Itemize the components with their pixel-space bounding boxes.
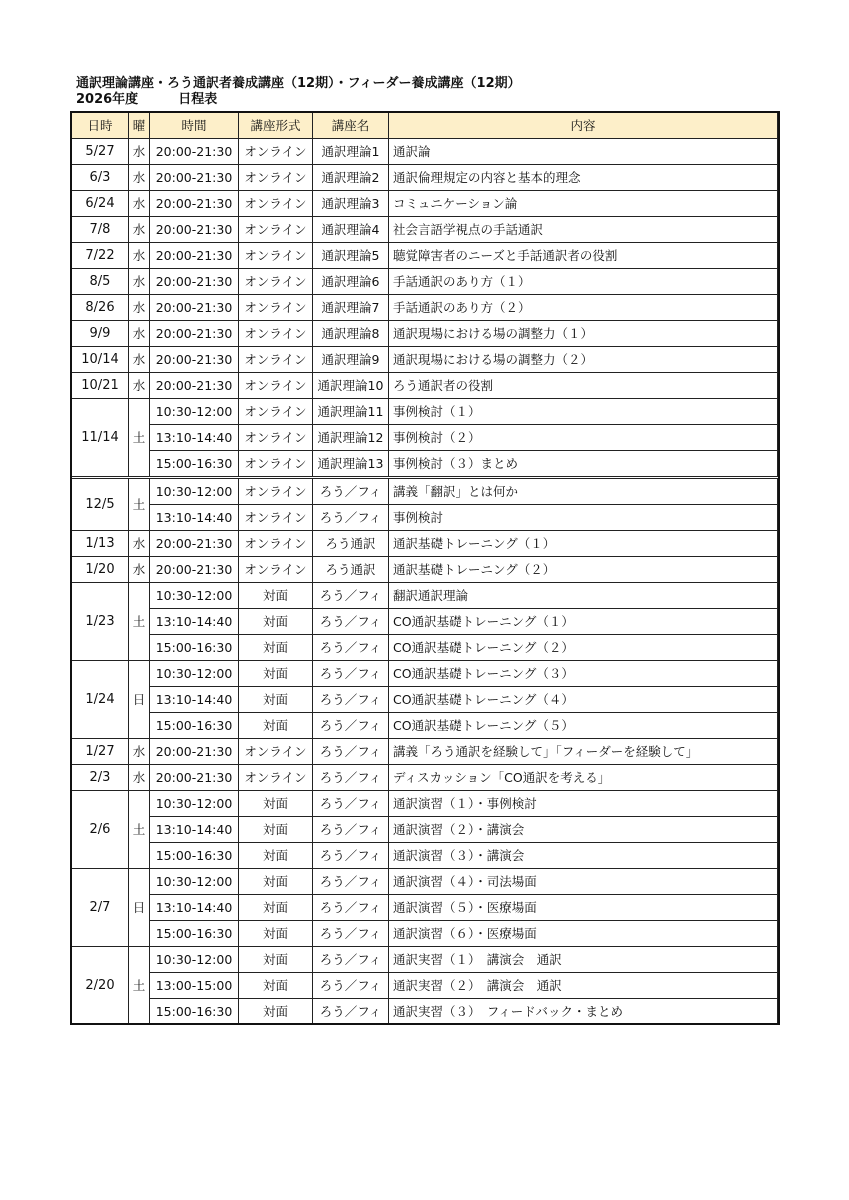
format-cell: オンライン xyxy=(239,739,313,765)
format-cell: オンライン xyxy=(239,295,313,321)
time-cell: 13:10-14:40 xyxy=(150,687,239,713)
weekday-cell: 土 xyxy=(129,947,150,1025)
table-row xyxy=(72,843,778,869)
date-cell: 8/26 xyxy=(72,295,129,321)
weekday-cell: 水 xyxy=(129,373,150,399)
weekday-cell: 水 xyxy=(129,765,150,791)
table-row xyxy=(72,739,778,765)
content-cell: CO通訳基礎トレーニング（２） xyxy=(389,635,778,661)
time-cell: 20:00-21:30 xyxy=(150,531,239,557)
content-cell: 通訳実習（２） 講演会 通訳 xyxy=(389,973,778,999)
content-cell: ろう通訳者の役割 xyxy=(389,373,778,399)
weekday-cell: 水 xyxy=(129,243,150,269)
course-cell: ろう／フィ xyxy=(313,583,389,609)
weekday-cell: 水 xyxy=(129,139,150,165)
content-cell: 講義「ろう通訳を経験して」「フィーダーを経験して」 xyxy=(389,739,778,765)
time-cell: 15:00-16:30 xyxy=(150,999,239,1025)
date-cell: 12/5 xyxy=(72,478,129,531)
time-cell: 20:00-21:30 xyxy=(150,295,239,321)
table-row xyxy=(72,269,778,295)
table-row xyxy=(72,243,778,269)
weekday-cell: 土 xyxy=(129,478,150,531)
course-cell: ろう／フィ xyxy=(313,791,389,817)
date-cell: 2/20 xyxy=(72,947,129,1025)
time-cell: 20:00-21:30 xyxy=(150,139,239,165)
table-row xyxy=(72,505,778,531)
time-cell: 10:30-12:00 xyxy=(150,791,239,817)
time-cell: 20:00-21:30 xyxy=(150,373,239,399)
course-cell: 通訳理論5 xyxy=(313,243,389,269)
course-cell: 通訳理論9 xyxy=(313,347,389,373)
content-cell: 通訳基礎トレーニング（１） xyxy=(389,531,778,557)
date-cell: 9/9 xyxy=(72,321,129,347)
time-cell: 20:00-21:30 xyxy=(150,217,239,243)
weekday-cell: 日 xyxy=(129,661,150,739)
format-cell: オンライン xyxy=(239,373,313,399)
document-title: 通訳理論講座・ろう通訳者養成講座（12期）・フィーダー養成講座（12期） xyxy=(76,76,521,91)
table-row xyxy=(72,713,778,739)
weekday-cell: 土 xyxy=(129,583,150,661)
date-cell: 6/24 xyxy=(72,191,129,217)
format-cell: オンライン xyxy=(239,451,313,478)
format-cell: 対面 xyxy=(239,999,313,1025)
weekday-cell: 水 xyxy=(129,557,150,583)
format-cell: オンライン xyxy=(239,765,313,791)
time-cell: 20:00-21:30 xyxy=(150,321,239,347)
date-cell: 2/3 xyxy=(72,765,129,791)
course-cell: 通訳理論2 xyxy=(313,165,389,191)
course-cell: 通訳理論7 xyxy=(313,295,389,321)
format-cell: オンライン xyxy=(239,139,313,165)
date-cell: 6/3 xyxy=(72,165,129,191)
table-row xyxy=(72,165,778,191)
course-cell: ろう／フィ xyxy=(313,609,389,635)
time-cell: 13:10-14:40 xyxy=(150,817,239,843)
format-cell: オンライン xyxy=(239,347,313,373)
weekday-cell: 水 xyxy=(129,321,150,347)
format-cell: 対面 xyxy=(239,843,313,869)
time-cell: 15:00-16:30 xyxy=(150,713,239,739)
table-row xyxy=(72,973,778,999)
format-cell: 対面 xyxy=(239,583,313,609)
format-cell: 対面 xyxy=(239,609,313,635)
format-cell: オンライン xyxy=(239,191,313,217)
content-cell: 通訳実習（３） フィードバック・まとめ xyxy=(389,999,778,1025)
time-cell: 10:30-12:00 xyxy=(150,869,239,895)
course-cell: ろう／フィ xyxy=(313,895,389,921)
course-cell: 通訳理論12 xyxy=(313,425,389,451)
date-cell: 2/7 xyxy=(72,869,129,947)
content-cell: 通訳実習（１） 講演会 通訳 xyxy=(389,947,778,973)
format-cell: オンライン xyxy=(239,269,313,295)
content-cell: 通訳基礎トレーニング（２） xyxy=(389,557,778,583)
weekday-cell: 水 xyxy=(129,269,150,295)
time-cell: 13:10-14:40 xyxy=(150,505,239,531)
course-cell: ろう／フィ xyxy=(313,505,389,531)
course-cell: 通訳理論3 xyxy=(313,191,389,217)
time-cell: 20:00-21:30 xyxy=(150,269,239,295)
time-cell: 10:30-12:00 xyxy=(150,661,239,687)
time-cell: 13:10-14:40 xyxy=(150,425,239,451)
format-cell: オンライン xyxy=(239,557,313,583)
table-row xyxy=(72,817,778,843)
course-cell: 通訳理論11 xyxy=(313,399,389,425)
date-cell: 7/22 xyxy=(72,243,129,269)
table-row xyxy=(72,191,778,217)
content-cell: 通訳演習（３）・講演会 xyxy=(389,843,778,869)
course-cell: ろう／フィ xyxy=(313,661,389,687)
content-cell: ディスカッション「CO通訳を考える」 xyxy=(389,765,778,791)
header-time: 時間 xyxy=(150,113,239,139)
content-cell: CO通訳基礎トレーニング（５） xyxy=(389,713,778,739)
format-cell: 対面 xyxy=(239,895,313,921)
date-cell: 10/21 xyxy=(72,373,129,399)
weekday-cell: 水 xyxy=(129,191,150,217)
table-row xyxy=(72,609,778,635)
date-cell: 10/14 xyxy=(72,347,129,373)
course-cell: ろう／フィ xyxy=(313,921,389,947)
date-cell: 1/24 xyxy=(72,661,129,739)
time-cell: 20:00-21:30 xyxy=(150,557,239,583)
date-cell: 7/8 xyxy=(72,217,129,243)
time-cell: 10:30-12:00 xyxy=(150,399,239,425)
date-cell: 2/6 xyxy=(72,791,129,869)
table-row xyxy=(72,765,778,791)
format-cell: 対面 xyxy=(239,687,313,713)
table-row xyxy=(72,895,778,921)
table-row xyxy=(72,921,778,947)
table-row xyxy=(72,425,778,451)
format-cell: オンライン xyxy=(239,425,313,451)
time-cell: 20:00-21:30 xyxy=(150,165,239,191)
weekday-cell: 水 xyxy=(129,165,150,191)
time-cell: 20:00-21:30 xyxy=(150,739,239,765)
date-cell: 1/27 xyxy=(72,739,129,765)
content-cell: 通訳演習（２）・講演会 xyxy=(389,817,778,843)
table-row xyxy=(72,635,778,661)
format-cell: 対面 xyxy=(239,661,313,687)
date-cell: 8/5 xyxy=(72,269,129,295)
time-cell: 15:00-16:30 xyxy=(150,843,239,869)
course-cell: ろう／フィ xyxy=(313,713,389,739)
weekday-cell: 水 xyxy=(129,347,150,373)
table-row xyxy=(72,583,778,609)
format-cell: 対面 xyxy=(239,973,313,999)
table-row xyxy=(72,478,778,505)
time-cell: 10:30-12:00 xyxy=(150,583,239,609)
table-row xyxy=(72,451,778,478)
content-cell: 事例検討（１） xyxy=(389,399,778,425)
content-cell: コミュニケーション論 xyxy=(389,191,778,217)
weekday-cell: 日 xyxy=(129,869,150,947)
format-cell: 対面 xyxy=(239,947,313,973)
course-cell: ろう／フィ xyxy=(313,687,389,713)
table-row xyxy=(72,947,778,973)
format-cell: オンライン xyxy=(239,399,313,425)
content-cell: 手話通訳のあり方（２） xyxy=(389,295,778,321)
course-cell: ろう通訳 xyxy=(313,531,389,557)
content-cell: 通訳現場における場の調整力（１） xyxy=(389,321,778,347)
time-cell: 10:30-12:00 xyxy=(150,947,239,973)
header-content: 内容 xyxy=(389,113,778,139)
time-cell: 15:00-16:30 xyxy=(150,635,239,661)
table-header-row xyxy=(72,113,778,139)
content-cell: 通訳演習（５）・医療場面 xyxy=(389,895,778,921)
table-row xyxy=(72,661,778,687)
content-cell: 講義「翻訳」とは何か xyxy=(389,478,778,505)
table-row xyxy=(72,399,778,425)
weekday-cell: 土 xyxy=(129,399,150,478)
course-cell: ろう／フィ xyxy=(313,635,389,661)
time-cell: 15:00-16:30 xyxy=(150,451,239,478)
course-cell: ろう／フィ xyxy=(313,817,389,843)
time-cell: 20:00-21:30 xyxy=(150,347,239,373)
course-cell: ろう／フィ xyxy=(313,739,389,765)
format-cell: 対面 xyxy=(239,635,313,661)
course-cell: ろう／フィ xyxy=(313,478,389,505)
course-cell: 通訳理論4 xyxy=(313,217,389,243)
course-cell: 通訳理論1 xyxy=(313,139,389,165)
table-row xyxy=(72,373,778,399)
format-cell: 対面 xyxy=(239,869,313,895)
format-cell: オンライン xyxy=(239,165,313,191)
content-cell: 通訳演習（１）・事例検討 xyxy=(389,791,778,817)
header-format: 講座形式 xyxy=(239,113,313,139)
format-cell: オンライン xyxy=(239,505,313,531)
format-cell: 対面 xyxy=(239,713,313,739)
document-subtitle xyxy=(76,92,217,108)
table-row xyxy=(72,295,778,321)
table-row xyxy=(72,217,778,243)
content-cell: 事例検討（２） xyxy=(389,425,778,451)
time-cell: 15:00-16:30 xyxy=(150,921,239,947)
time-cell: 20:00-21:30 xyxy=(150,191,239,217)
format-cell: 対面 xyxy=(239,921,313,947)
content-cell: CO通訳基礎トレーニング（４） xyxy=(389,687,778,713)
table-row xyxy=(72,139,778,165)
course-cell: ろう／フィ xyxy=(313,869,389,895)
table-row xyxy=(72,791,778,817)
header-course: 講座名 xyxy=(313,113,389,139)
date-cell: 1/20 xyxy=(72,557,129,583)
course-cell: 通訳理論6 xyxy=(313,269,389,295)
content-cell: CO通訳基礎トレーニング（１） xyxy=(389,609,778,635)
table-row xyxy=(72,999,778,1025)
header-date: 日時 xyxy=(72,113,129,139)
content-cell: 通訳論 xyxy=(389,139,778,165)
date-cell: 5/27 xyxy=(72,139,129,165)
fiscal-year: 2026年度 xyxy=(76,92,139,107)
date-cell: 1/23 xyxy=(72,583,129,661)
table-row xyxy=(72,321,778,347)
course-cell: ろう／フィ xyxy=(313,843,389,869)
format-cell: オンライン xyxy=(239,531,313,557)
time-cell: 13:00-15:00 xyxy=(150,973,239,999)
course-cell: ろう通訳 xyxy=(313,557,389,583)
course-cell: 通訳理論8 xyxy=(313,321,389,347)
content-cell: 通訳演習（６）・医療場面 xyxy=(389,921,778,947)
format-cell: オンライン xyxy=(239,478,313,505)
content-cell: 手話通訳のあり方（１） xyxy=(389,269,778,295)
content-cell: 通訳倫理規定の内容と基本的理念 xyxy=(389,165,778,191)
time-cell: 13:10-14:40 xyxy=(150,895,239,921)
content-cell: 通訳現場における場の調整力（２） xyxy=(389,347,778,373)
content-cell: 聴覚障害者のニーズと手話通訳者の役割 xyxy=(389,243,778,269)
course-cell: ろう／フィ xyxy=(313,973,389,999)
schedule-table xyxy=(71,112,778,1025)
content-cell: 翻訳通訳理論 xyxy=(389,583,778,609)
date-cell: 1/13 xyxy=(72,531,129,557)
weekday-cell: 水 xyxy=(129,739,150,765)
table-row xyxy=(72,687,778,713)
content-cell: 事例検討（３）まとめ xyxy=(389,451,778,478)
schedule-body xyxy=(72,139,778,1025)
weekday-cell: 水 xyxy=(129,217,150,243)
format-cell: オンライン xyxy=(239,217,313,243)
weekday-cell: 土 xyxy=(129,791,150,869)
course-cell: ろう／フィ xyxy=(313,947,389,973)
time-cell: 20:00-21:30 xyxy=(150,243,239,269)
time-cell: 10:30-12:00 xyxy=(150,478,239,505)
format-cell: オンライン xyxy=(239,243,313,269)
format-cell: 対面 xyxy=(239,791,313,817)
table-row xyxy=(72,557,778,583)
time-cell: 20:00-21:30 xyxy=(150,765,239,791)
table-row xyxy=(72,531,778,557)
course-cell: 通訳理論13 xyxy=(313,451,389,478)
date-cell: 11/14 xyxy=(72,399,129,478)
table-row xyxy=(72,869,778,895)
course-cell: ろう／フィ xyxy=(313,999,389,1025)
time-cell: 13:10-14:40 xyxy=(150,609,239,635)
course-cell: ろう／フィ xyxy=(313,765,389,791)
content-cell: 通訳演習（４）・司法場面 xyxy=(389,869,778,895)
header-weekday: 曜 xyxy=(129,113,150,139)
content-cell: 社会言語学視点の手話通訳 xyxy=(389,217,778,243)
weekday-cell: 水 xyxy=(129,531,150,557)
content-cell: CO通訳基礎トレーニング（３） xyxy=(389,661,778,687)
format-cell: 対面 xyxy=(239,817,313,843)
format-cell: オンライン xyxy=(239,321,313,347)
course-cell: 通訳理論10 xyxy=(313,373,389,399)
weekday-cell: 水 xyxy=(129,295,150,321)
table-row xyxy=(72,347,778,373)
content-cell: 事例検討 xyxy=(389,505,778,531)
schedule-label: 日程表 xyxy=(178,92,218,107)
